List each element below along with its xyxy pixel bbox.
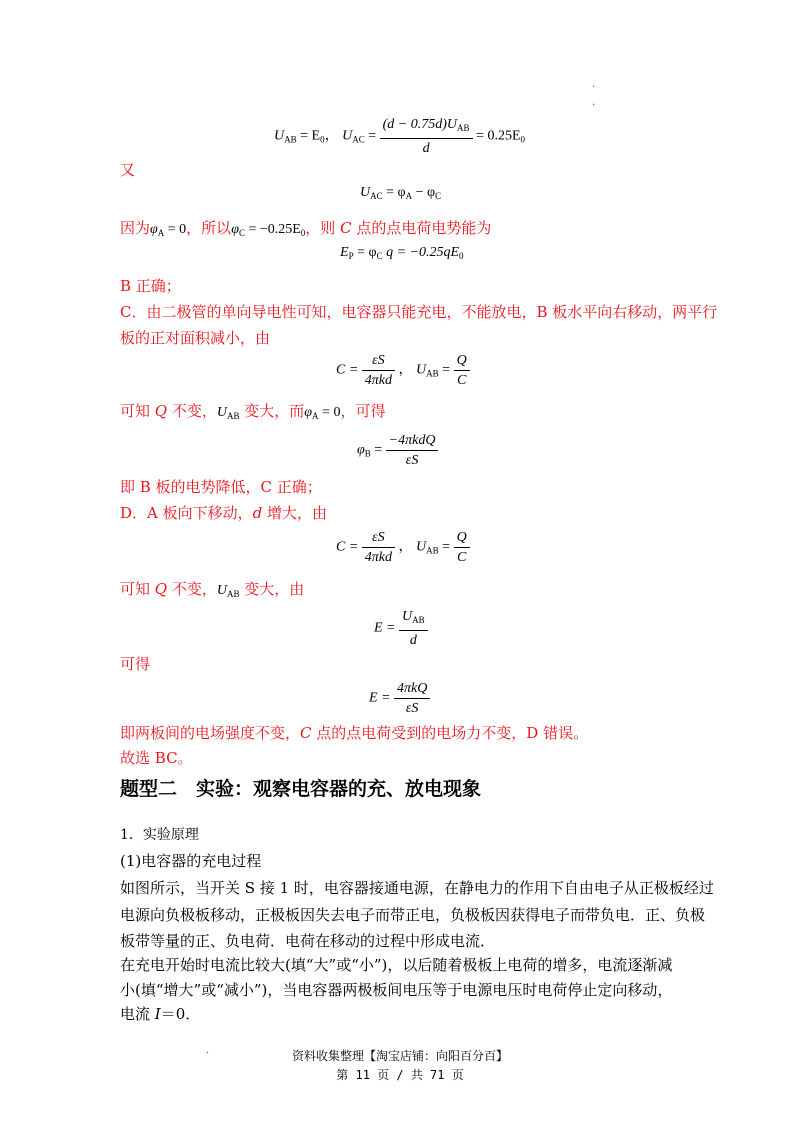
equation-u-ac: $U_{AC} = \varphi_A - \varphi_C$ bbox=[360, 185, 442, 201]
footer-source: 资料收集整理【淘宝店铺：向阳百分百】 bbox=[291, 1049, 508, 1063]
equation-field-1: E = $\frac{U_{AB}}{d}$ bbox=[374, 608, 428, 649]
text-you: 又 bbox=[120, 161, 136, 179]
text-para-6: 电流 I＝0． bbox=[120, 1005, 201, 1023]
text-para-5: 小(填“增大”或“减小”)，当电容器两极板间电压等于电源电压时电荷停止定向移动， bbox=[120, 981, 673, 999]
text-para-3: 板带等量的正、负电荷．电荷在移动的过程中形成电流． bbox=[120, 932, 496, 950]
text-charging-title: (1)电容器的充电过程 bbox=[120, 852, 262, 870]
equation-phi-b: $\varphi_B$ = $\frac{\text{−4πkdQ}}{\varepsilon S}$ bbox=[357, 432, 438, 469]
text-kezhi-2: 可知 Q 不变，$U_{AB}$ 变大，由 bbox=[120, 580, 305, 599]
text-kede: 可得 bbox=[120, 655, 151, 673]
text-para-1: 如图所示，当开关 S 接 1 时，电容器接通电源，在静电力的作用下自由电子从正极板经过 bbox=[120, 879, 714, 897]
equation-capacitance-2: C = $\frac{\varepsilon S}{\text{4πkd}}$ ， $U_{AB}$ = $\frac{Q}{C}$ bbox=[336, 529, 470, 566]
text-para-2: 电源向负极板移动，正极板因失去电子而带正电，负极板因获得电子而带负电．正、负极 bbox=[120, 906, 706, 924]
corner-dot: · bbox=[206, 1048, 210, 1059]
text-final-2: 故选 BC。 bbox=[120, 749, 193, 767]
text-principle: 1．实验原理 bbox=[120, 827, 199, 843]
section-heading: 题型二 实验：观察电容器的充、放电现象 bbox=[120, 778, 482, 800]
equation-ep: $E_P = \varphi_C$ $q = -0.25qE_0$ bbox=[340, 245, 464, 261]
corner-dot: · bbox=[592, 82, 596, 93]
text-yinwei: 因为$\varphi_A = 0$，所以$\varphi_C = -0.25E_0$，则 C 点的点电荷电势能为 bbox=[120, 219, 492, 238]
equation-capacitance-1: C = $\frac{\varepsilon S}{\text{4πkd}}$ ， $U_{AB}$ = $\frac{Q}{C}$ bbox=[336, 352, 470, 389]
text-b-correct: B 正确； bbox=[120, 277, 181, 295]
text-c-line1: C．由二极管的单向导电性可知，电容器只能充电，不能放电，B 板水平向右移动，两平行 bbox=[120, 303, 718, 321]
text-kezhi-1: 可知 Q 不变，$U_{AB}$ 变大，而$\varphi_A = 0$，可得 bbox=[120, 402, 386, 421]
text-b-lower: 即 B 板的电势降低，C 正确； bbox=[120, 478, 322, 496]
equation-field-2: E = $\frac{\text{4πkQ}}{\varepsilon S}$ bbox=[369, 680, 430, 717]
corner-dot: · bbox=[592, 100, 596, 111]
equation-u-ab: $U_{AB} = E_0$， $U_{AC}$ = $\frac{(d - 0.75d)U_{AB}}{d}$ = $0.25E_0$ bbox=[274, 117, 525, 156]
text-d-line: D．A 板向下移动，d 增大，由 bbox=[120, 504, 328, 522]
text-c-line2: 板的正对面积减小，由 bbox=[120, 329, 271, 347]
footer-page-number: 第 11 页 / 共 71 页 bbox=[336, 1068, 464, 1082]
text-para-4: 在充电开始时电流比较大(填“大”或“小”)，以后随着极板上电荷的增多，电流逐渐减 bbox=[120, 956, 673, 974]
text-final-1: 即两板间的电场强度不变，C 点的点电荷受到的电场力不变，D 错误。 bbox=[120, 724, 589, 742]
